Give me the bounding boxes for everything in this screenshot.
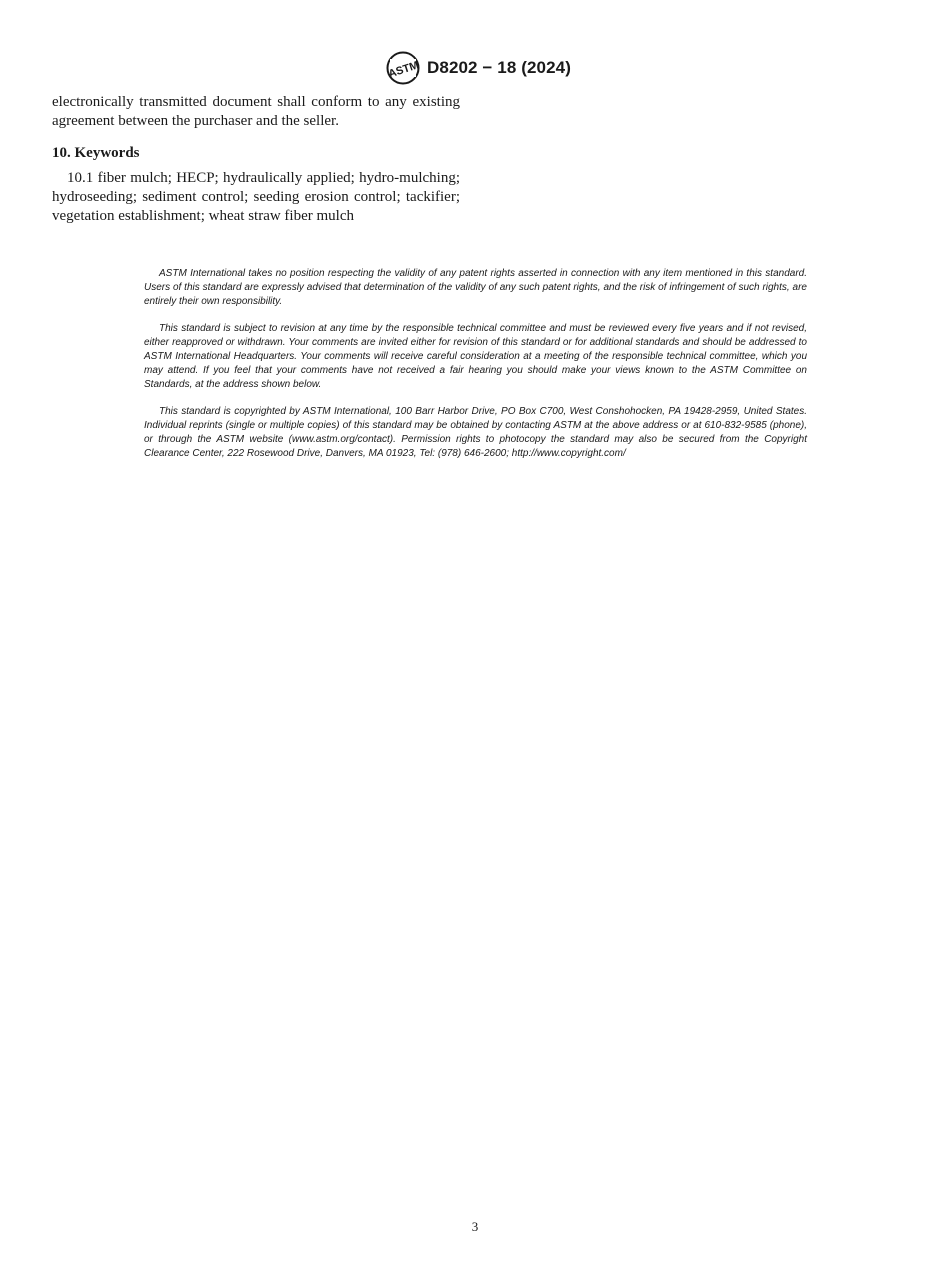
- svg-text:ASTM: ASTM: [386, 59, 421, 81]
- copyright-notice: This standard is copyrighted by ASTM International, 100 Barr Harbor Drive, PO Box C700, West Conshohocken, PA 19428-2959, United States. Individual reprints (single or multiple copies) of this standard may be obtained by contacting ASTM at the above address or at 610-832-9585 (phone), or through the ASTM website (www.astm.org/contact). Permission rights to photocopy the standard may also be secured from the Copyright Clearance Center, 222 Rosewood Drive, Danvers, MA 01923, Tel: (978) 646-2600; http://www.copyright.com/: [144, 406, 807, 459]
- page-number: 3: [471, 1219, 479, 1234]
- header-content: [385, 51, 571, 85]
- keywords-heading: 10. Keywords: [52, 144, 140, 161]
- keywords-paragraph: 10.1 fiber mulch; HECP; hydraulically applied; hydro-mulching; hydroseeding; sediment control; seeding erosion control; tackifier; vegetation establishment; wheat straw fiber mulch: [52, 169, 460, 225]
- astm-logo-icon: [385, 51, 421, 85]
- page-header: [0, 50, 950, 86]
- continuation-paragraph: electronically transmitted document shall conform to any existing agreement between the purchaser and the seller.: [52, 94, 460, 130]
- left-column: [52, 93, 460, 227]
- patent-notice: ASTM International takes no position respecting the validity of any patent rights asserted in connection with any item mentioned in this standard. Users of this standard are expressly advised that determination of the validity of any such patent rights, and the risk of infringement of such rights, are entirely their own responsibility.: [144, 268, 807, 307]
- legal-notices: [144, 267, 807, 475]
- standard-designation: D8202 − 18 (2024): [427, 58, 571, 77]
- revision-notice: This standard is subject to revision at any time by the responsible technical committee and must be reviewed every five years and if not revised, either reapproved or withdrawn. Your comments are invited either for revision of this standard or for additional standards and should be addressed to ASTM International Headquarters. Your comments will receive careful consideration at a meeting of the responsible technical committee, which you may attend. If you feel that your comments have not received a fair hearing you should make your views known to the ASTM Committee on Standards, at the address shown below.: [144, 323, 807, 390]
